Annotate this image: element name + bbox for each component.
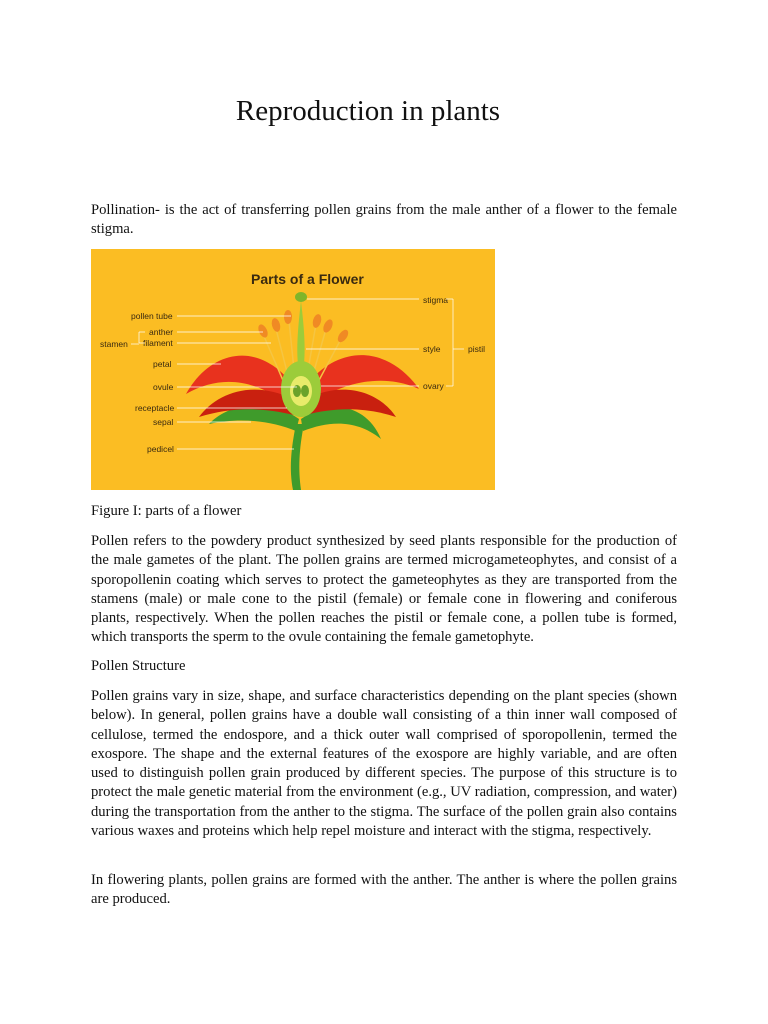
label-pistil: pistil: [468, 344, 486, 354]
label-petal: petal: [153, 359, 172, 369]
flower-illustration: [91, 249, 495, 490]
section-heading-pollen-structure: Pollen Structure: [91, 658, 186, 674]
label-ovule: ovule: [153, 382, 174, 392]
label-sepal: sepal: [153, 417, 174, 427]
figure-heading: Parts of a Flower: [251, 271, 364, 287]
label-anther: anther: [149, 327, 174, 337]
label-pedicel: pedicel: [147, 444, 174, 454]
stigma-shape: [295, 292, 307, 302]
label-receptacle: receptacle: [135, 403, 175, 413]
label-ovary: ovary: [423, 381, 444, 391]
label-stigma: stigma: [423, 295, 449, 305]
page-title: Reproduction in plants: [235, 95, 501, 127]
anther-paragraph: In flowering plants, pollen grains are formed with the anther. The anther is where the pollen grains are produced.: [91, 872, 677, 908]
pollen-structure-paragraph: Pollen grains vary in size, shape, and surface characteristics depending on the plant species (shown below). In general, pollen grains have a double wall consisting of a thin inner wall composed of cellulose, termed the endospore, and a thick outer wall comprised of sporopollenin, termed the exospore. The shape and the external features of the exospore are highly variable, and are often used to distinguish pollen grain produced by different species. The purpose of this structure is to protect the male genetic material from the environment (e.g., UV radiation, compression, and water) during the transportation from the anther to the stigma. The surface of the pollen grain also contains various waxes and proteins which help repel moisture and interact with the stigma, respectively.: [91, 688, 677, 840]
label-style: style: [423, 344, 441, 354]
label-filament: filament: [143, 338, 173, 348]
flower-diagram: [91, 249, 495, 490]
label-stamen: stamen: [100, 339, 128, 349]
figure-caption: Figure I: parts of a flower: [91, 503, 242, 519]
intro-paragraph: Pollination- is the act of transferring pollen grains from the male anther of a flower to the female stigma.: [91, 202, 677, 238]
pollen-paragraph: Pollen refers to the powdery product synthesized by seed plants responsible for the production of the male gametes of the plant. The pollen grains are termed microgameteophytes, and consist of a sporopollenin coating which serves to protect the gameteophytes as they are transported from the stamens (male) or male cone to the pistil (female) or female cone in flowering and coniferous plants, respectively. When the pollen reaches the pistil or female cone, a pollen tube is formed, which transports the sperm to the ovule containing the female gametophyte.: [91, 533, 677, 646]
label-pollen-tube: pollen tube: [131, 311, 173, 321]
